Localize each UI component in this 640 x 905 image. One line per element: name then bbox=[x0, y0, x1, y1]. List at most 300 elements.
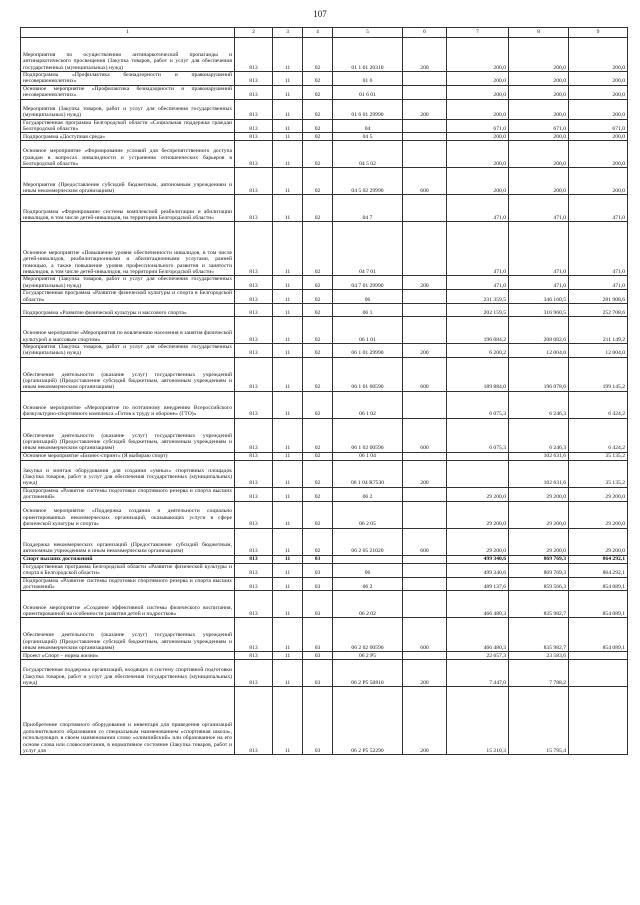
section-code: 11 bbox=[273, 577, 303, 591]
amount-year-1: 189 884,0 bbox=[447, 357, 509, 391]
expense-type-code bbox=[403, 290, 447, 304]
subsection-code: 02 bbox=[303, 141, 333, 168]
row-description: Основное мероприятие «Повышение уровня обеспеченности инвалидов, в том числе детей-инвалидов, реабилитационными и абилитационными услугами, ранней помощью, а также повышение уровня профессионального развития и занятости инвалидов, в том числе детей-инвалидов, на территории Белгородской области» bbox=[21, 222, 235, 276]
section-code: 11 bbox=[273, 141, 303, 168]
amount-year-3: 854 089,1 bbox=[569, 618, 628, 652]
section-code: 11 bbox=[273, 618, 303, 652]
subsection-code: 02 bbox=[303, 168, 333, 195]
target-article-code: 04 bbox=[333, 119, 403, 133]
subsection-code: 02 bbox=[303, 344, 333, 358]
amount-year-1: 499 340,6 bbox=[447, 555, 509, 563]
amount-year-2: 471,0 bbox=[509, 222, 569, 276]
amount-year-3: 200,0 bbox=[569, 85, 628, 99]
amount-year-3: 471,0 bbox=[569, 276, 628, 290]
row-description: Основное мероприятие «Мероприятие по поэтапному внедрению Всероссийского физкультурно-спортивного комплекса «Готов к труду и обороне» (ГТО)» bbox=[21, 391, 235, 418]
row-description: Государственная программа «Развитие физической культуры и спорта в Белгородской области» bbox=[21, 290, 235, 304]
subsection-code: 02 bbox=[303, 119, 333, 133]
expense-type-code bbox=[403, 85, 447, 99]
target-article-code: 04 7 bbox=[333, 195, 403, 222]
row-description: Подпрограмма «Развитие физической культуры и массового спорта» bbox=[21, 304, 235, 317]
amount-year-3: 854 089,1 bbox=[569, 577, 628, 591]
subsection-code: 03 bbox=[303, 591, 333, 618]
column-header: 6 bbox=[403, 28, 447, 38]
section-code: 11 bbox=[273, 563, 303, 577]
section-code: 11 bbox=[273, 418, 303, 452]
row-description: Основное мероприятие «Создание эффективной системы физического воспитания, ориентированной на особенности развития детей и подростков» bbox=[21, 591, 235, 618]
expense-type-code bbox=[403, 222, 447, 276]
section-code: 11 bbox=[273, 452, 303, 460]
table-row bbox=[21, 119, 628, 133]
amount-year-1: 7 447,0 bbox=[447, 660, 509, 687]
row-description: Поддержка некоммерческих организаций (Предоставление субсидий бюджетным, автономным учреждениям и иным некоммерческим организациям) bbox=[21, 528, 235, 555]
expense-type-code bbox=[403, 72, 447, 86]
amount-year-2: 200,0 bbox=[509, 168, 569, 195]
ministry-code: 813 bbox=[235, 195, 273, 222]
expense-type-code: 200 bbox=[403, 344, 447, 358]
table-row bbox=[21, 618, 628, 652]
row-description: Подпрограмма «Профилактика безнадзорности и правонарушений несовершеннолетних» bbox=[21, 72, 235, 86]
row-description: Основное мероприятие «Формирование условий для беспрепятственного доступа граждан в вопросах инвалидности и устранения отношенческих барьеров в Белгородской области» bbox=[21, 141, 235, 168]
amount-year-1: 202 159,5 bbox=[447, 304, 509, 317]
ministry-code: 813 bbox=[235, 304, 273, 317]
expense-type-code bbox=[403, 652, 447, 660]
row-description: Мероприятия по осуществлению антинаркотической пропаганды и антинаркотического просвещения (Закупка товаров, работ и услуг для обеспечения государственных (муниципальных) нужд) bbox=[21, 38, 235, 72]
amount-year-1: 200,0 bbox=[447, 141, 509, 168]
amount-year-1 bbox=[447, 452, 509, 460]
table-row bbox=[21, 460, 628, 487]
section-code: 11 bbox=[273, 317, 303, 344]
table-row bbox=[21, 591, 628, 618]
ministry-code: 813 bbox=[235, 119, 273, 133]
amount-year-3: 29 200,0 bbox=[569, 501, 628, 528]
amount-year-3 bbox=[569, 687, 628, 755]
subsection-code: 02 bbox=[303, 133, 333, 141]
page-number: 107 bbox=[313, 9, 327, 19]
section-code: 11 bbox=[273, 357, 303, 391]
expense-type-code bbox=[403, 133, 447, 141]
table-body bbox=[21, 38, 628, 755]
expense-type-code bbox=[403, 119, 447, 133]
ministry-code: 813 bbox=[235, 276, 273, 290]
target-article-code: 06 2 05 21020 bbox=[333, 528, 403, 555]
amount-year-3: 854 089,1 bbox=[569, 591, 628, 618]
section-code: 11 bbox=[273, 119, 303, 133]
amount-year-1: 6 200,2 bbox=[447, 344, 509, 358]
amount-year-3: 200,0 bbox=[569, 38, 628, 72]
amount-year-3: 29 200,0 bbox=[569, 487, 628, 501]
table-row bbox=[21, 528, 628, 555]
amount-year-1: 471,0 bbox=[447, 195, 509, 222]
subsection-code: 02 bbox=[303, 72, 333, 86]
table-row bbox=[21, 452, 628, 460]
expense-type-code bbox=[403, 391, 447, 418]
amount-year-3: 35 135,2 bbox=[569, 452, 628, 460]
row-description: Основное мероприятие «Поддержка создания и деятельности социально ориентированных некоммерческих организаций, оказывающих услуги в сфере физической культуры и спорта» bbox=[21, 501, 235, 528]
section-code: 11 bbox=[273, 276, 303, 290]
subsection-code: 02 bbox=[303, 418, 333, 452]
amount-year-1: 15 210,3 bbox=[447, 687, 509, 755]
row-description: Проект «Спорт – норма жизни» bbox=[21, 652, 235, 660]
row-description: Подпрограмма «Развитие системы подготовки спортивного резерва и спорта высших достижений» bbox=[21, 577, 235, 591]
expense-type-code: 200 bbox=[403, 38, 447, 72]
ministry-code: 813 bbox=[235, 652, 273, 660]
ministry-code: 813 bbox=[235, 577, 273, 591]
target-article-code: 01 6 01 29990 bbox=[333, 99, 403, 119]
target-article-code: 01 6 bbox=[333, 72, 403, 86]
amount-year-3: 200,0 bbox=[569, 99, 628, 119]
expense-type-code: 600 bbox=[403, 168, 447, 195]
target-article-code: 06 bbox=[333, 290, 403, 304]
section-code: 11 bbox=[273, 85, 303, 99]
table-row bbox=[21, 687, 628, 755]
amount-year-1: 489 137,6 bbox=[447, 577, 509, 591]
amount-year-3: 200,0 bbox=[569, 72, 628, 86]
amount-year-1: 22 657,3 bbox=[447, 652, 509, 660]
subsection-code: 02 bbox=[303, 276, 333, 290]
ministry-code: 813 bbox=[235, 344, 273, 358]
ministry-code: 813 bbox=[235, 38, 273, 72]
amount-year-1: 6 075,3 bbox=[447, 391, 509, 418]
subsection-code: 02 bbox=[303, 304, 333, 317]
table-row bbox=[21, 555, 628, 563]
ministry-code: 813 bbox=[235, 391, 273, 418]
target-article-code: 04 7 01 29990 bbox=[333, 276, 403, 290]
table-row bbox=[21, 290, 628, 304]
amount-year-3: 671,0 bbox=[569, 119, 628, 133]
target-article-code: 01 6 01 bbox=[333, 85, 403, 99]
expense-type-code: 600 bbox=[403, 418, 447, 452]
ministry-code: 813 bbox=[235, 85, 273, 99]
ministry-code: 813 bbox=[235, 317, 273, 344]
amount-year-1: 200,0 bbox=[447, 38, 509, 72]
row-description: Мероприятия (Предоставление субсидий бюджетным, автономным учреждениям и иным некоммерческим организациям) bbox=[21, 168, 235, 195]
amount-year-1: 200,0 bbox=[447, 168, 509, 195]
amount-year-2: 859 566,3 bbox=[509, 577, 569, 591]
column-header: 2 bbox=[235, 28, 273, 38]
budget-table bbox=[20, 27, 628, 755]
amount-year-2: 200,0 bbox=[509, 99, 569, 119]
row-description: Основное мероприятие «Бизнес-спринт» (Я выбираю спорт) bbox=[21, 452, 235, 460]
amount-year-3: 199 145,2 bbox=[569, 357, 628, 391]
target-article-code: 06 1 01 29990 bbox=[333, 344, 403, 358]
target-article-code: 06 2 02 00590 bbox=[333, 618, 403, 652]
section-code: 11 bbox=[273, 133, 303, 141]
target-article-code: 06 bbox=[333, 563, 403, 577]
section-code: 11 bbox=[273, 99, 303, 119]
row-description: Мероприятия (Закупка товаров, работ и услуг для обеспечения государственных (муниципальных) нужд) bbox=[21, 344, 235, 358]
table-row bbox=[21, 304, 628, 317]
subsection-code: 03 bbox=[303, 577, 333, 591]
target-article-code: 06 1 04 R7530 bbox=[333, 460, 403, 487]
section-code: 11 bbox=[273, 460, 303, 487]
amount-year-1: 29 200,0 bbox=[447, 501, 509, 528]
row-description: Основное мероприятие «Мероприятия по вовлечению населения в занятия физической культурой и массовым спортом» bbox=[21, 317, 235, 344]
subsection-code: 02 bbox=[303, 528, 333, 555]
amount-year-1: 200,0 bbox=[447, 72, 509, 86]
ministry-code: 813 bbox=[235, 687, 273, 755]
expense-type-code: 200 bbox=[403, 276, 447, 290]
table-row bbox=[21, 133, 628, 141]
row-description: Закупка и монтаж оборудования для создания «умных» спортивных площадок (Закупка товаров, работ и услуг для обеспечения государственных (муниципальных) нужд) bbox=[21, 460, 235, 487]
expense-type-code bbox=[403, 591, 447, 618]
target-article-code: 06 2 P5 50810 bbox=[333, 660, 403, 687]
subsection-code: 02 bbox=[303, 38, 333, 72]
expense-type-code: 600 bbox=[403, 618, 447, 652]
row-description: Подпрограмма «Доступная среда» bbox=[21, 133, 235, 141]
amount-year-1: 671,0 bbox=[447, 119, 509, 133]
ministry-code: 813 bbox=[235, 555, 273, 563]
row-description: Мероприятия (Закупка товаров, работ и услуг для обеспечения государственных (муниципальных) нужд) bbox=[21, 99, 235, 119]
target-article-code: 06 1 02 bbox=[333, 391, 403, 418]
subsection-code: 02 bbox=[303, 452, 333, 460]
expense-type-code bbox=[403, 501, 447, 528]
amount-year-1: 471,0 bbox=[447, 222, 509, 276]
amount-year-2: 15 795,4 bbox=[509, 687, 569, 755]
expense-type-code bbox=[403, 452, 447, 460]
subsection-code: 02 bbox=[303, 222, 333, 276]
target-article-code: 01 1 01 20310 bbox=[333, 38, 403, 72]
subsection-code: 03 bbox=[303, 563, 333, 577]
subsection-code: 03 bbox=[303, 652, 333, 660]
target-article-code: 04 5 02 29990 bbox=[333, 168, 403, 195]
target-article-code: 06 2 P5 52290 bbox=[333, 687, 403, 755]
target-article-code: 06 1 01 bbox=[333, 317, 403, 344]
amount-year-3: 281 908,6 bbox=[569, 290, 628, 304]
row-description: Подпрограмма «Формирование системы комплексной реабилитации и абилитации инвалидов, в том числе детей-инвалидов, на территории Белгородской области» bbox=[21, 195, 235, 222]
expense-type-code bbox=[403, 141, 447, 168]
amount-year-1: 29 200,0 bbox=[447, 528, 509, 555]
amount-year-3: 35 135,2 bbox=[569, 460, 628, 487]
expense-type-code: 600 bbox=[403, 528, 447, 555]
target-article-code: 06 2 05 bbox=[333, 501, 403, 528]
amount-year-2: 200,0 bbox=[509, 38, 569, 72]
subsection-code: 02 bbox=[303, 460, 333, 487]
row-description: Государственная программа Белгородской области «Социальная поддержка граждан Белгородской области» bbox=[21, 119, 235, 133]
target-article-code: 06 2 P5 bbox=[333, 652, 403, 660]
target-article-code: 06 2 bbox=[333, 577, 403, 591]
target-article-code: 04 5 bbox=[333, 133, 403, 141]
target-article-code: 06 1 02 00590 bbox=[333, 418, 403, 452]
row-description: Основное мероприятие «Профилактика безнадзорности и правонарушений несовершеннолетних» bbox=[21, 85, 235, 99]
amount-year-2: 316 960,5 bbox=[509, 304, 569, 317]
table-row bbox=[21, 344, 628, 358]
target-article-code: 06 1 01 00590 bbox=[333, 357, 403, 391]
ministry-code: 813 bbox=[235, 72, 273, 86]
amount-year-2: 200,0 bbox=[509, 85, 569, 99]
amount-year-3: 6 424,2 bbox=[569, 391, 628, 418]
table-row bbox=[21, 276, 628, 290]
row-description: Мероприятия (Закупка товаров, работ и услуг для обеспечения государственных (муниципальных) нужд) bbox=[21, 276, 235, 290]
row-description: Обеспечение деятельности (оказание услуг) государственных учреждений (организаций) (Предоставление субсидий бюджетным, автономным учреждениям и иным некоммерческим организациям) bbox=[21, 418, 235, 452]
amount-year-1 bbox=[447, 460, 509, 487]
target-article-code: 04 7 01 bbox=[333, 222, 403, 276]
amount-year-2: 208 082,6 bbox=[509, 317, 569, 344]
amount-year-3: 864 292,1 bbox=[569, 555, 628, 563]
section-code: 11 bbox=[273, 344, 303, 358]
column-header: 8 bbox=[509, 28, 569, 38]
ministry-code: 813 bbox=[235, 290, 273, 304]
amount-year-2: 200,0 bbox=[509, 141, 569, 168]
amount-year-1: 200,0 bbox=[447, 133, 509, 141]
amount-year-2: 835 982,7 bbox=[509, 618, 569, 652]
amount-year-2: 869 769,3 bbox=[509, 563, 569, 577]
section-code: 11 bbox=[273, 391, 303, 418]
section-code: 11 bbox=[273, 528, 303, 555]
expense-type-code: 200 bbox=[403, 660, 447, 687]
target-article-code: 06 1 04 bbox=[333, 452, 403, 460]
ministry-code: 813 bbox=[235, 528, 273, 555]
amount-year-1: 6 075,3 bbox=[447, 418, 509, 452]
target-article-code: 06 1 bbox=[333, 304, 403, 317]
amount-year-2: 835 982,7 bbox=[509, 591, 569, 618]
ministry-code: 813 bbox=[235, 99, 273, 119]
table-row bbox=[21, 85, 628, 99]
section-code: 11 bbox=[273, 660, 303, 687]
amount-year-3: 471,0 bbox=[569, 195, 628, 222]
ministry-code: 813 bbox=[235, 222, 273, 276]
table-row bbox=[21, 563, 628, 577]
amount-year-1: 471,0 bbox=[447, 276, 509, 290]
ministry-code: 813 bbox=[235, 133, 273, 141]
row-description: Подпрограмма «Развитие системы подготовки спортивного резерва и спорта высших достижений» bbox=[21, 487, 235, 501]
amount-year-2: 196 078,6 bbox=[509, 357, 569, 391]
expense-type-code bbox=[403, 577, 447, 591]
amount-year-2: 346 160,5 bbox=[509, 290, 569, 304]
amount-year-3 bbox=[569, 660, 628, 687]
amount-year-2: 869 769,3 bbox=[509, 555, 569, 563]
expense-type-code bbox=[403, 563, 447, 577]
row-description: Приобретение спортивного оборудования и инвентаря для приведения организаций дополнительного образования со специальным наименованием «спортивная школа», использующих в своем наименовании слово «олимпийский» или образованное на его основе слова или словосочетания, в нормативное состояние (Закупка товаров, работ и услуг для bbox=[21, 687, 235, 755]
subsection-code: 02 bbox=[303, 391, 333, 418]
amount-year-1: 200,0 bbox=[447, 85, 509, 99]
column-header: 4 bbox=[303, 28, 333, 38]
table-row bbox=[21, 72, 628, 86]
subsection-code: 03 bbox=[303, 555, 333, 563]
expense-type-code bbox=[403, 487, 447, 501]
amount-year-2: 200,0 bbox=[509, 72, 569, 86]
subsection-code: 02 bbox=[303, 501, 333, 528]
table-header-row bbox=[21, 28, 628, 38]
column-header: 7 bbox=[447, 28, 509, 38]
section-code: 11 bbox=[273, 168, 303, 195]
target-article-code: 06 2 bbox=[333, 487, 403, 501]
row-description: Спорт высших достижений bbox=[21, 555, 235, 563]
amount-year-3: 12 004,0 bbox=[569, 344, 628, 358]
table-row bbox=[21, 141, 628, 168]
ministry-code: 813 bbox=[235, 618, 273, 652]
subsection-code: 03 bbox=[303, 687, 333, 755]
amount-year-2: 6 246,3 bbox=[509, 391, 569, 418]
subsection-code: 02 bbox=[303, 195, 333, 222]
table-row bbox=[21, 222, 628, 276]
subsection-code: 02 bbox=[303, 487, 333, 501]
expense-type-code bbox=[403, 317, 447, 344]
subsection-code: 02 bbox=[303, 317, 333, 344]
section-code: 11 bbox=[273, 72, 303, 86]
table-row bbox=[21, 487, 628, 501]
table-row bbox=[21, 660, 628, 687]
amount-year-2: 102 631,6 bbox=[509, 452, 569, 460]
expense-type-code bbox=[403, 304, 447, 317]
section-code: 11 bbox=[273, 222, 303, 276]
table-row bbox=[21, 357, 628, 391]
table-row bbox=[21, 418, 628, 452]
amount-year-2: 471,0 bbox=[509, 195, 569, 222]
ministry-code: 813 bbox=[235, 501, 273, 528]
expense-type-code bbox=[403, 555, 447, 563]
table-row bbox=[21, 652, 628, 660]
subsection-code: 02 bbox=[303, 290, 333, 304]
row-description: Государственная поддержка организаций, входящих в систему спортивной подготовки (Закупка товаров, работ и услуг для обеспечения государственных (муниципальных) нужд) bbox=[21, 660, 235, 687]
amount-year-3: 252 708,6 bbox=[569, 304, 628, 317]
section-code: 11 bbox=[273, 290, 303, 304]
column-header: 1 bbox=[21, 28, 235, 38]
amount-year-1: 29 200,0 bbox=[447, 487, 509, 501]
amount-year-2: 29 200,0 bbox=[509, 487, 569, 501]
table-row bbox=[21, 577, 628, 591]
ministry-code: 813 bbox=[235, 487, 273, 501]
table-row bbox=[21, 317, 628, 344]
section-code: 11 bbox=[273, 652, 303, 660]
amount-year-3: 200,0 bbox=[569, 141, 628, 168]
row-description: Обеспечение деятельности (оказание услуг) государственных учреждений (организаций) (Предоставление субсидий бюджетным, автономным учреждениям и иным некоммерческим организациям) bbox=[21, 357, 235, 391]
amount-year-3: 471,0 bbox=[569, 222, 628, 276]
ministry-code: 813 bbox=[235, 660, 273, 687]
ministry-code: 813 bbox=[235, 563, 273, 577]
amount-year-2: 102 631,6 bbox=[509, 460, 569, 487]
amount-year-3: 6 424,2 bbox=[569, 418, 628, 452]
row-description: Государственная программа Белгородской области «Развитие физической культуры и спорта в Белгородской области» bbox=[21, 563, 235, 577]
amount-year-2: 23 583,6 bbox=[509, 652, 569, 660]
amount-year-2: 200,0 bbox=[509, 133, 569, 141]
row-description: Обеспечение деятельности (оказание услуг) государственных учреждений (организаций) (Предоставление субсидий бюджетным, автономным учреждениям и иным некоммерческим организациям) bbox=[21, 618, 235, 652]
expense-type-code: 600 bbox=[403, 357, 447, 391]
amount-year-3: 200,0 bbox=[569, 168, 628, 195]
amount-year-2: 29 200,0 bbox=[509, 528, 569, 555]
section-code: 11 bbox=[273, 487, 303, 501]
table-row bbox=[21, 168, 628, 195]
subsection-code: 02 bbox=[303, 99, 333, 119]
amount-year-3 bbox=[569, 652, 628, 660]
amount-year-1: 231 359,5 bbox=[447, 290, 509, 304]
expense-type-code: 200 bbox=[403, 687, 447, 755]
amount-year-1: 466 480,3 bbox=[447, 618, 509, 652]
section-code: 11 bbox=[273, 195, 303, 222]
subsection-code: 03 bbox=[303, 618, 333, 652]
section-code: 11 bbox=[273, 304, 303, 317]
ministry-code: 813 bbox=[235, 460, 273, 487]
ministry-code: 813 bbox=[235, 418, 273, 452]
expense-type-code: 200 bbox=[403, 99, 447, 119]
amount-year-3: 29 200,0 bbox=[569, 528, 628, 555]
section-code: 11 bbox=[273, 591, 303, 618]
table-row bbox=[21, 391, 628, 418]
target-article-code bbox=[333, 555, 403, 563]
amount-year-1: 499 340,6 bbox=[447, 563, 509, 577]
column-header: 3 bbox=[273, 28, 303, 38]
section-code: 11 bbox=[273, 38, 303, 72]
column-header: 9 bbox=[569, 28, 628, 38]
amount-year-2: 671,0 bbox=[509, 119, 569, 133]
amount-year-3: 864 292,1 bbox=[569, 563, 628, 577]
subsection-code: 02 bbox=[303, 357, 333, 391]
amount-year-1: 466 480,3 bbox=[447, 591, 509, 618]
amount-year-1: 196 084,2 bbox=[447, 317, 509, 344]
target-article-code: 04 5 02 bbox=[333, 141, 403, 168]
ministry-code: 813 bbox=[235, 141, 273, 168]
amount-year-2: 7 788,2 bbox=[509, 660, 569, 687]
expense-type-code: 200 bbox=[403, 460, 447, 487]
